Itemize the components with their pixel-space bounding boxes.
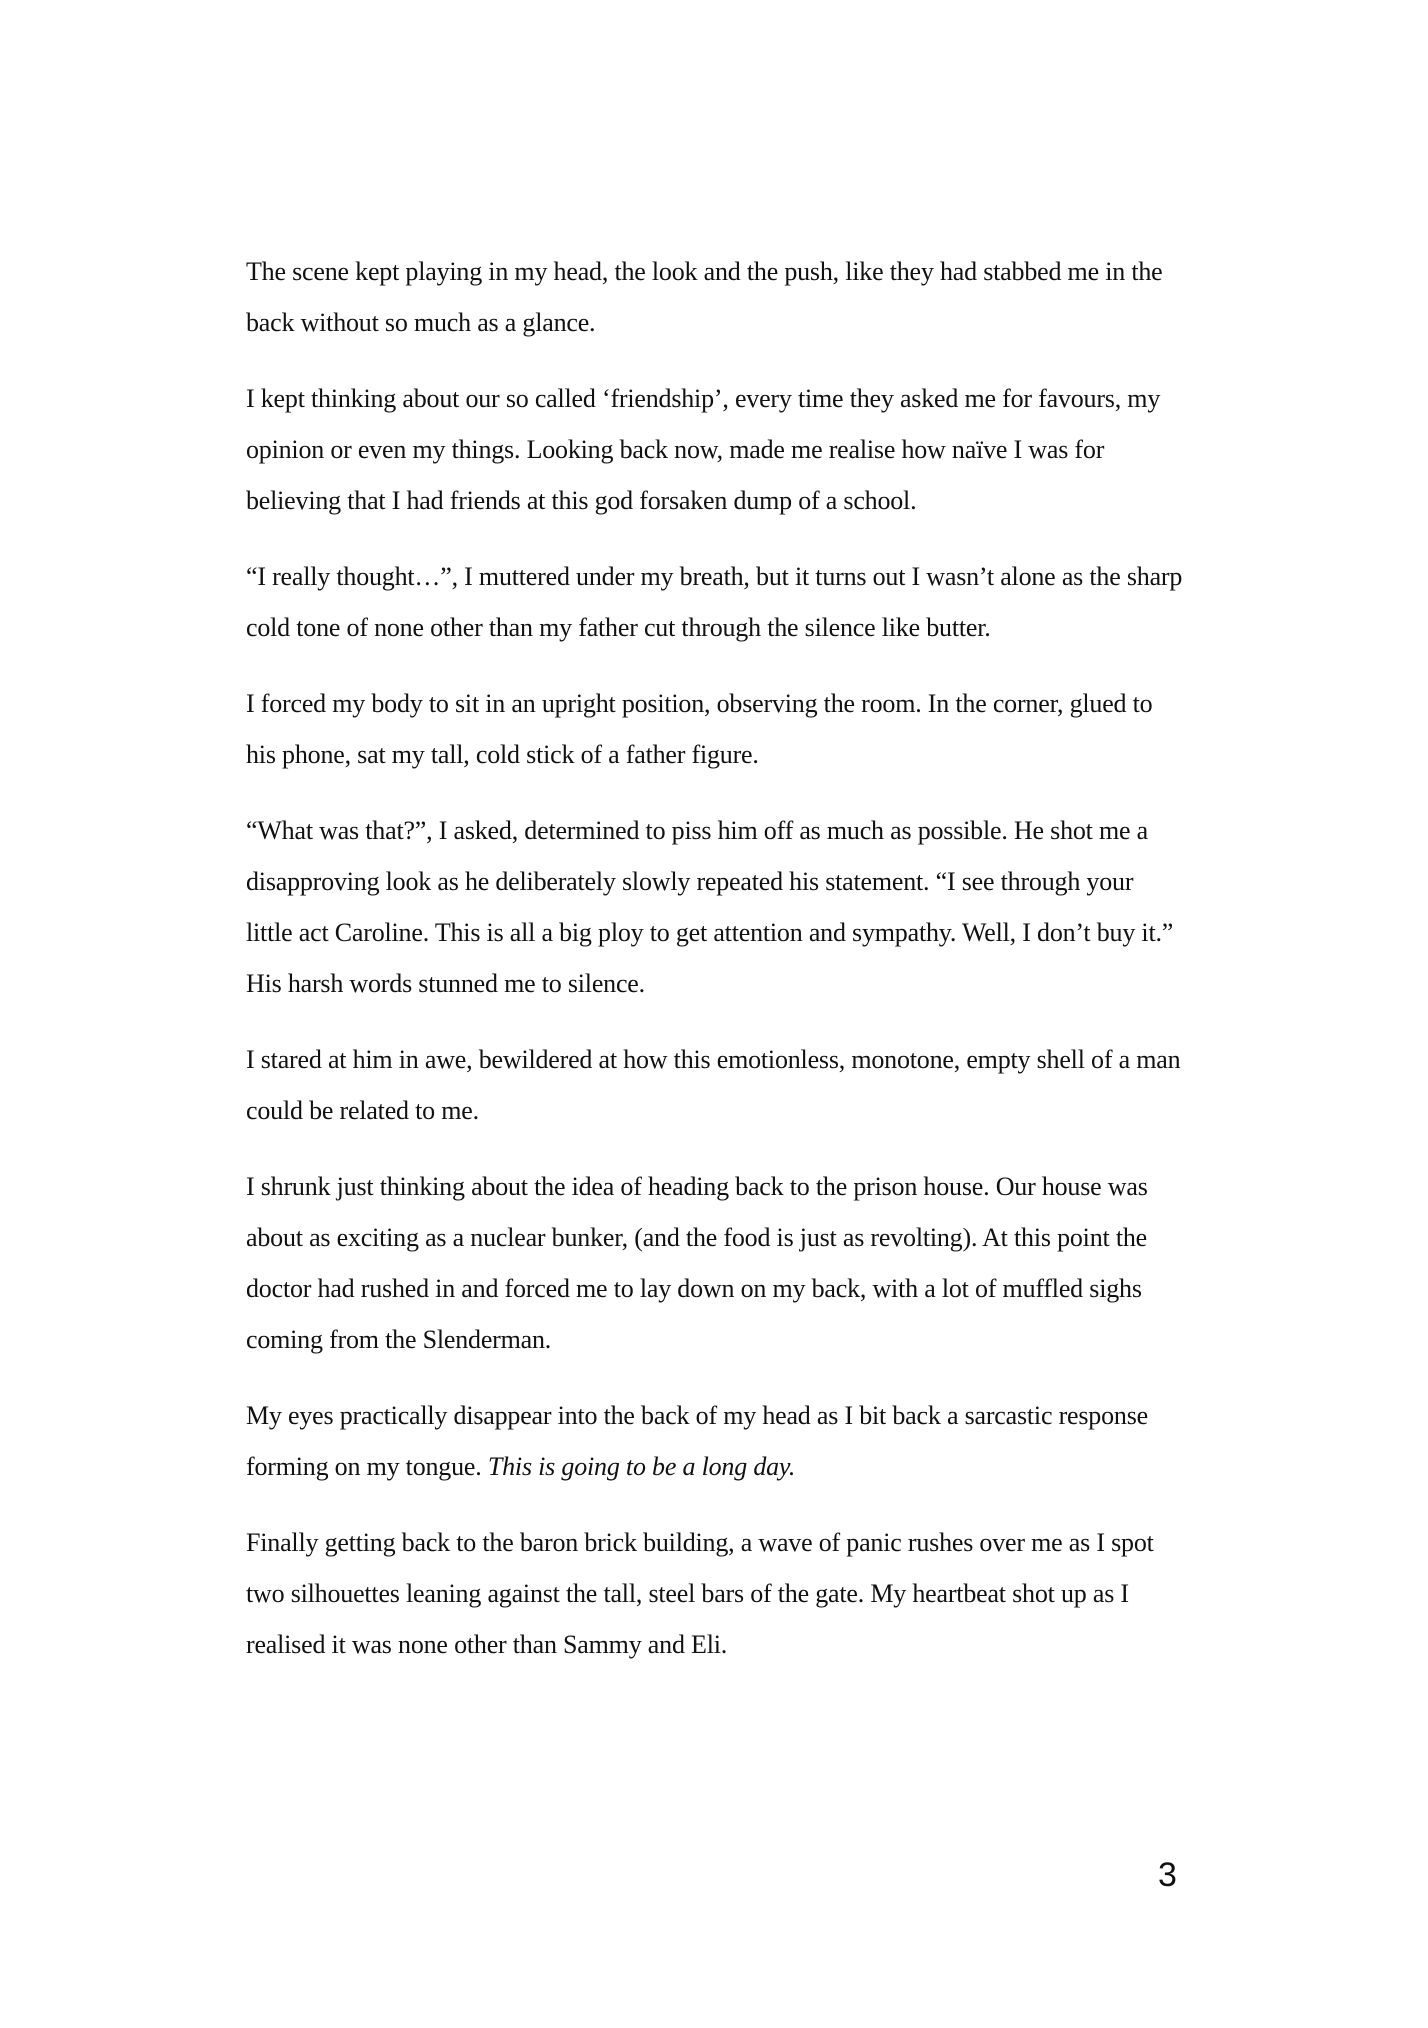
paragraph-5: “What was that?”, I asked, determined to piss him off as much as possible. He shot me a disapproving look as he deliberately slowly repeated his statement. “I see through your little act Caroline. This is all a big ploy to get attention and sympathy. Well, I don’t buy it.” His harsh words stunned me to silence. (246, 816, 1174, 998)
page-number: 3 (1158, 1856, 1177, 1894)
paragraph-8-italic: This is going to be a long day. (487, 1452, 796, 1481)
paragraph-7: I shrunk just thinking about the idea of heading back to the prison house. Our house was about as exciting as a nuclear bunker, (and the food is just as revolting). At this point the doctor had rushed in and forced me to lay down on my back, with a lot of muffled sighs coming from the Slenderman. (246, 1172, 1148, 1354)
paragraph-8-text: My eyes practically disappear into the back of my head as I bit back a sarcastic response forming on my tongue. (246, 1401, 1148, 1481)
body-text (246, 246, 1186, 1695)
paragraph-6: I stared at him in awe, bewildered at how this emotionless, monotone, empty shell of a man could be related to me. (246, 1045, 1181, 1125)
paragraph-9: Finally getting back to the baron brick building, a wave of panic rushes over me as I spot two silhouettes leaning against the tall, steel bars of the gate. My heartbeat shot up as I realised it was none other than Sammy and Eli. (246, 1528, 1154, 1659)
paragraph-2: I kept thinking about our so called ‘friendship’, every time they asked me for favours, my opinion or even my things. Looking back now, made me realise how naïve I was for believing that I had friends at this god forsaken dump of a school. (246, 384, 1161, 515)
paragraph-1: The scene kept playing in my head, the look and the push, like they had stabbed me in the back without so much as a glance. (246, 257, 1163, 337)
paragraph-4: I forced my body to sit in an upright position, observing the room. In the corner, glued to his phone, sat my tall, cold stick of a father figure. (246, 689, 1153, 769)
paragraph-3: “I really thought…”, I muttered under my breath, but it turns out I wasn’t alone as the sharp cold tone of none other than my father cut through the silence like butter. (246, 562, 1183, 642)
paragraph-8 (246, 1390, 1186, 1492)
